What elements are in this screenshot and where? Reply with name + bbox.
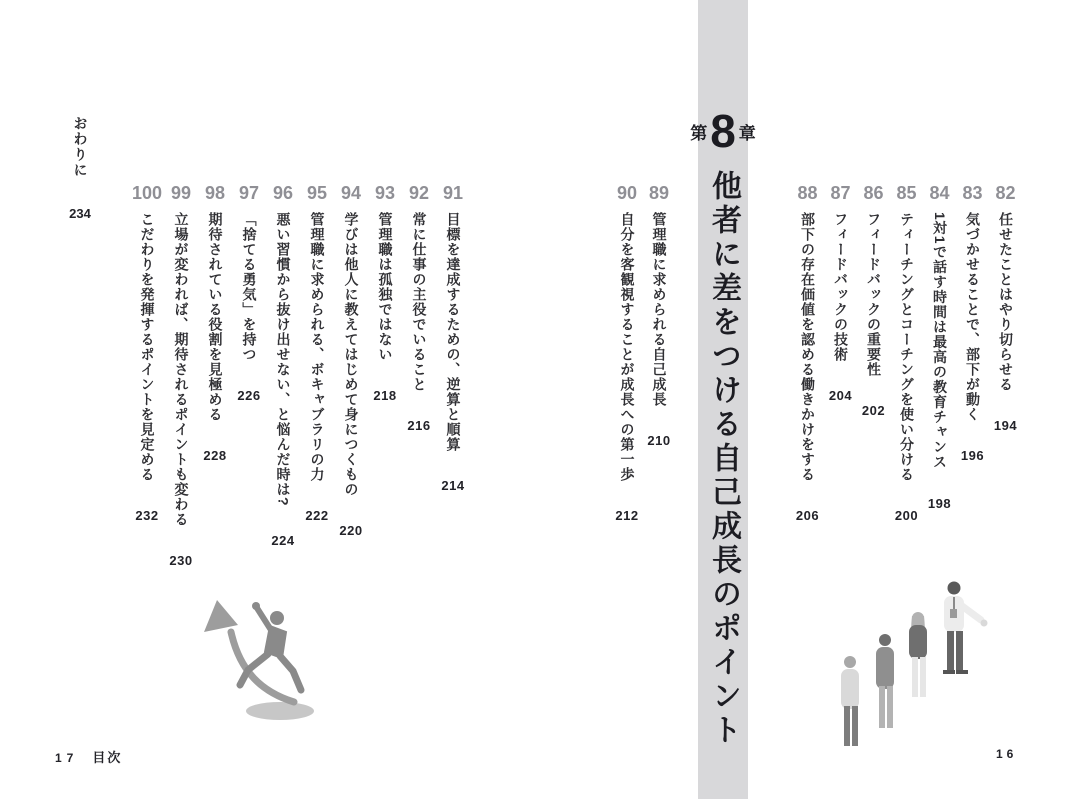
toc-item — [611, 183, 643, 523]
toc-item-page-number: 224 — [271, 532, 295, 548]
toc-item-number: 84 — [929, 183, 950, 203]
toc-item-number: 97 — [238, 183, 260, 203]
toc-item-title: 「捨てる勇気」を持つ — [241, 212, 258, 362]
toc-item-number: 85 — [896, 183, 917, 203]
manager-addressing-team-icon — [820, 578, 1000, 760]
toc-item-number: 86 — [863, 183, 884, 203]
toc-item-title: 自分を客観視することが成長への第一歩 — [619, 212, 636, 482]
toc-item-number: 95 — [306, 183, 328, 203]
toc-item — [164, 183, 198, 568]
toc-item-title: 学びは他人に教えてはじめて身につくもの — [343, 212, 360, 497]
toc-item-title: 期待されている役割を見極める — [207, 212, 224, 422]
toc-item-number: 90 — [616, 183, 638, 203]
toc-item — [989, 183, 1022, 523]
toc-item-number: 99 — [170, 183, 192, 203]
toc-item-page-number: 204 — [828, 388, 853, 403]
toc-item — [857, 183, 890, 523]
toc-item-title: 悪い習慣から抜け出せない、と悩んだ時は? — [275, 212, 292, 507]
toc-item — [824, 183, 857, 523]
toc-item-number: 87 — [830, 183, 851, 203]
left-page-number: 17 — [55, 751, 79, 765]
toc-item-page-number: 194 — [993, 418, 1018, 433]
chapter-band — [690, 0, 756, 799]
toc-item — [368, 183, 402, 568]
toc-item-number: 93 — [374, 183, 396, 203]
toc-item-page-number: 232 — [135, 508, 159, 523]
toc-item-title: フィードバックの技術 — [833, 212, 849, 362]
ending-label: おわりに — [72, 116, 89, 178]
chapter-prefix: 第 — [690, 123, 708, 143]
chapter-title: 他者に差をつける自己成長のポイント — [707, 170, 740, 748]
toc-item-page-number: 198 — [927, 495, 952, 511]
toc-item-page-number: 226 — [237, 388, 261, 403]
toc-item-number: 100 — [131, 183, 163, 203]
toc-item-page-number: 230 — [169, 553, 193, 568]
toc-item-page-number: 210 — [647, 433, 671, 448]
toc-item-title: 管理職に求められる自己成長 — [651, 212, 668, 407]
toc-item — [643, 183, 675, 523]
toc-item-title: 管理職に求められる、ボキャブラリの力 — [309, 212, 326, 482]
ending-entry — [63, 116, 97, 221]
toc-item-page-number: 228 — [203, 448, 227, 463]
toc-item-title: 1対1で話す時間は最高の教育チャンス — [932, 212, 948, 470]
chapter-number: 8 — [710, 105, 736, 157]
toc-item — [890, 183, 923, 523]
toc-column-group-91-100 — [128, 183, 470, 568]
toc-column-group-82-88 — [791, 183, 1022, 523]
toc-item-page-number: 216 — [407, 418, 431, 433]
toc-item-page-number: 218 — [373, 388, 397, 403]
toc-item — [923, 183, 956, 523]
left-page-footer — [55, 747, 122, 766]
person-leaping-up-arrow-icon — [190, 588, 340, 728]
toc-item-title: 気づかせることで、部下が動く — [965, 212, 981, 422]
toc-item-number: 92 — [408, 183, 430, 203]
toc-item-page-number: 206 — [795, 508, 820, 523]
toc-item-title: こだわりを発揮するポイントを見定める — [139, 212, 156, 482]
chapter-suffix: 章 — [738, 123, 756, 143]
toc-item-page-number: 200 — [894, 508, 919, 523]
toc-item-number: 96 — [272, 183, 294, 203]
right-page-number: 16 — [996, 747, 1018, 761]
toc-item-title: 目標を達成するための、逆算と順算 — [445, 212, 462, 452]
toc-footer-label: 目次 — [92, 750, 123, 765]
ending-page-number: 234 — [69, 206, 91, 221]
toc-item-page-number: 220 — [339, 523, 363, 538]
toc-item-number: 82 — [995, 183, 1016, 203]
toc-item-number: 88 — [797, 183, 818, 203]
toc-item — [791, 183, 824, 523]
toc-item-page-number: 214 — [441, 478, 465, 493]
toc-item-title: 任せたことはやり切らせる — [998, 212, 1014, 392]
toc-item — [956, 183, 989, 523]
toc-item-page-number: 202 — [861, 403, 886, 418]
toc-item — [334, 183, 368, 568]
toc-item-number: 94 — [340, 183, 362, 203]
toc-item-number: 91 — [442, 183, 464, 203]
toc-item-title: 部下の存在価値を認める働きかけをする — [800, 212, 816, 482]
toc-item-title: 管理職は孤独ではない — [377, 212, 394, 362]
toc-item — [436, 183, 470, 568]
toc-item — [130, 183, 164, 568]
toc-item-page-number: 196 — [960, 448, 985, 463]
toc-item-number: 89 — [648, 183, 670, 203]
toc-item-page-number: 222 — [305, 508, 329, 523]
toc-item — [402, 183, 436, 568]
toc-item — [198, 183, 232, 568]
toc-item — [300, 183, 334, 568]
chapter-label — [690, 105, 756, 157]
toc-item-number: 83 — [962, 183, 983, 203]
toc-item-title: ティーチングとコーチングを使い分ける — [899, 212, 915, 482]
toc-item-number: 98 — [204, 183, 226, 203]
toc-item-title: 立場が変われば、期待されるポイントも変わる — [173, 212, 190, 527]
toc-item-page-number: 212 — [615, 508, 639, 523]
toc-item — [232, 183, 266, 568]
toc-item-title: 常に仕事の主役でいること — [411, 212, 428, 392]
toc-item-title: フィードバックの重要性 — [866, 212, 882, 377]
toc-item — [266, 183, 300, 568]
toc-column-group-89-90 — [611, 183, 675, 523]
